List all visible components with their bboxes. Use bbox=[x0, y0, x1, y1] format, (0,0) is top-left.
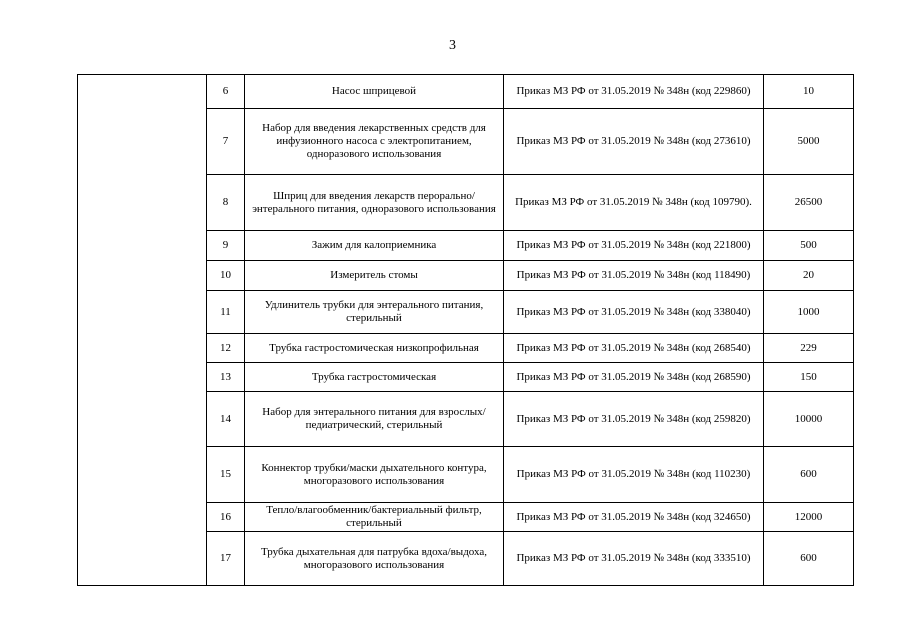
quantity: 10000 bbox=[764, 392, 854, 447]
item-name: Удлинитель трубки для энтерального питания, стерильный bbox=[245, 291, 504, 334]
quantity: 600 bbox=[764, 447, 854, 503]
row-number: 9 bbox=[207, 231, 245, 261]
regulation-ref: Приказ МЗ РФ от 31.05.2019 № 348н (код 273610) bbox=[504, 109, 764, 175]
quantity: 229 bbox=[764, 334, 854, 363]
quantity: 150 bbox=[764, 363, 854, 392]
row-number: 16 bbox=[207, 503, 245, 532]
item-name: Шприц для введения лекарств перорально/энтерального питания, одноразового использования bbox=[245, 175, 504, 231]
quantity: 600 bbox=[764, 532, 854, 586]
regulation-ref: Приказ МЗ РФ от 31.05.2019 № 348н (код 338040) bbox=[504, 291, 764, 334]
regulation-ref: Приказ МЗ РФ от 31.05.2019 № 348н (код 324650) bbox=[504, 503, 764, 532]
row-number: 11 bbox=[207, 291, 245, 334]
page-number: 3 bbox=[449, 38, 456, 53]
item-name: Трубка гастростомическая bbox=[245, 363, 504, 392]
regulation-ref: Приказ МЗ РФ от 31.05.2019 № 348н (код 333510) bbox=[504, 532, 764, 586]
row-number: 8 bbox=[207, 175, 245, 231]
quantity: 12000 bbox=[764, 503, 854, 532]
items-table bbox=[77, 74, 854, 586]
regulation-ref: Приказ МЗ РФ от 31.05.2019 № 348н (код 268540) bbox=[504, 334, 764, 363]
quantity: 5000 bbox=[764, 109, 854, 175]
row-number: 7 bbox=[207, 109, 245, 175]
item-name: Трубка гастростомическая низкопрофильная bbox=[245, 334, 504, 363]
merged-left-cell bbox=[78, 75, 207, 586]
item-name: Трубка дыхательная для патрубка вдоха/выдоха, многоразового использования bbox=[245, 532, 504, 586]
item-name: Насос шприцевой bbox=[245, 75, 504, 109]
item-name: Тепло/влагообменник/бактериальный фильтр, стерильный bbox=[245, 503, 504, 532]
regulation-ref: Приказ МЗ РФ от 31.05.2019 № 348н (код 109790). bbox=[504, 175, 764, 231]
regulation-ref: Приказ МЗ РФ от 31.05.2019 № 348н (код 259820) bbox=[504, 392, 764, 447]
quantity: 10 bbox=[764, 75, 854, 109]
row-number: 13 bbox=[207, 363, 245, 392]
regulation-ref: Приказ МЗ РФ от 31.05.2019 № 348н (код 221800) bbox=[504, 231, 764, 261]
regulation-ref: Приказ МЗ РФ от 31.05.2019 № 348н (код 268590) bbox=[504, 363, 764, 392]
regulation-ref: Приказ МЗ РФ от 31.05.2019 № 348н (код 110230) bbox=[504, 447, 764, 503]
item-name: Набор для энтерального питания для взрослых/педиатрический, стерильный bbox=[245, 392, 504, 447]
item-name: Набор для введения лекарственных средств для инфузионного насоса с электропитанием, одноразового использования bbox=[245, 109, 504, 175]
quantity: 20 bbox=[764, 261, 854, 291]
regulation-ref: Приказ МЗ РФ от 31.05.2019 № 348н (код 229860) bbox=[504, 75, 764, 109]
row-number: 10 bbox=[207, 261, 245, 291]
quantity: 500 bbox=[764, 231, 854, 261]
row-number: 14 bbox=[207, 392, 245, 447]
item-name: Измеритель стомы bbox=[245, 261, 504, 291]
item-name: Зажим для калоприемника bbox=[245, 231, 504, 261]
row-number: 17 bbox=[207, 532, 245, 586]
quantity: 26500 bbox=[764, 175, 854, 231]
row-number: 12 bbox=[207, 334, 245, 363]
row-number: 15 bbox=[207, 447, 245, 503]
item-name: Коннектор трубки/маски дыхательного контура, многоразового использования bbox=[245, 447, 504, 503]
regulation-ref: Приказ МЗ РФ от 31.05.2019 № 348н (код 118490) bbox=[504, 261, 764, 291]
table-row bbox=[78, 75, 854, 109]
quantity: 1000 bbox=[764, 291, 854, 334]
row-number: 6 bbox=[207, 75, 245, 109]
